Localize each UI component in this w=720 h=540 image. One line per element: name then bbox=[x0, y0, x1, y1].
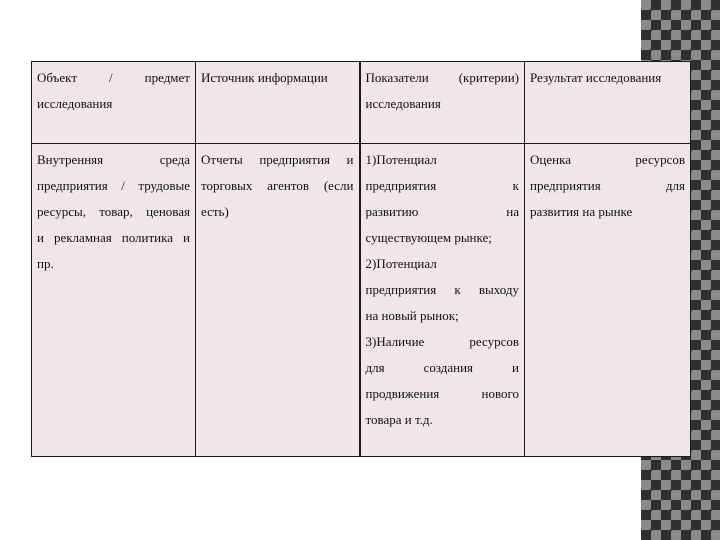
cell-object bbox=[32, 144, 196, 457]
cell-object-line: и рекламная политика и bbox=[37, 230, 190, 245]
cell-object-line: Внутренняя среда bbox=[37, 152, 190, 167]
cell-criteria-line: развитию на bbox=[365, 204, 519, 219]
cell-criteria-line: существующем рынке; bbox=[365, 230, 492, 245]
cell-result-line: предприятия для bbox=[530, 178, 685, 193]
header-object bbox=[32, 62, 196, 144]
cell-criteria-line: предприятия к выходу bbox=[365, 282, 519, 297]
cell-criteria-line: 3)Наличие ресурсов bbox=[365, 334, 519, 349]
cell-source-line: есть) bbox=[201, 204, 229, 219]
cell-result bbox=[525, 144, 691, 457]
header-criteria-line-2: исследования bbox=[365, 96, 441, 111]
cell-criteria bbox=[360, 144, 525, 457]
cell-criteria-line: товара и т.д. bbox=[365, 412, 433, 427]
cell-result-line: развития на рынке bbox=[530, 204, 633, 219]
cell-criteria-line: предприятия к bbox=[365, 178, 519, 193]
cell-source-line: Отчеты предприятия и bbox=[201, 152, 354, 167]
header-object-line-1: Объект / предмет bbox=[37, 70, 190, 85]
cell-source-line: торговых агентов (если bbox=[201, 178, 354, 193]
header-result-line-1: Результат исследования bbox=[530, 70, 662, 85]
header-criteria-line-1: Показатели (критерии) bbox=[365, 70, 519, 85]
header-criteria bbox=[360, 62, 525, 144]
header-source-line-1: Источник информации bbox=[201, 70, 328, 85]
cell-criteria-line: на новый рынок; bbox=[365, 308, 459, 323]
header-result bbox=[525, 62, 691, 144]
cell-object-line: ресурсы, товар, ценовая bbox=[37, 204, 190, 219]
cell-result-line: Оценка ресурсов bbox=[530, 152, 685, 167]
research-table bbox=[31, 61, 691, 457]
cell-object-line: предприятия / трудовые bbox=[37, 178, 190, 193]
cell-criteria-line: для создания и bbox=[365, 360, 519, 375]
cell-source bbox=[196, 144, 360, 457]
table-row bbox=[32, 144, 691, 457]
cell-object-line: пр. bbox=[37, 256, 54, 271]
table-header-row bbox=[32, 62, 691, 144]
header-object-line-2: исследования bbox=[37, 96, 113, 111]
cell-criteria-line: 2)Потенциал bbox=[365, 256, 437, 271]
cell-criteria-line: продвижения нового bbox=[365, 386, 519, 401]
header-source bbox=[196, 62, 360, 144]
cell-criteria-line: 1)Потенциал bbox=[365, 152, 437, 167]
